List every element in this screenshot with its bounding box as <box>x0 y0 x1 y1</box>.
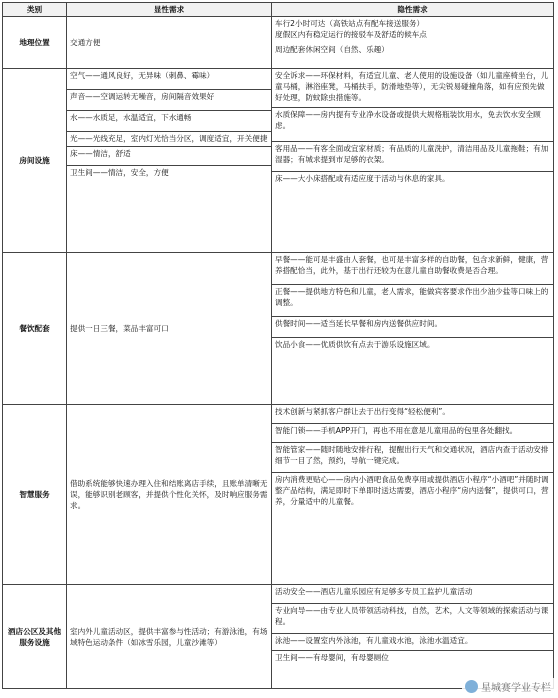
explicit-item: 床——情洁，舒适 <box>67 146 271 159</box>
row-implicit <box>272 405 554 585</box>
row-explicit <box>67 69 272 253</box>
row-category: 房间设施 <box>3 69 67 253</box>
explicit-item: 空气——通风良好，无异味（刺鼻、霉味） <box>70 71 215 80</box>
table-row <box>3 17 554 69</box>
implicit-item: 泳池——设置室内外泳池，有儿童戏水池，泳池水温适宜。 <box>272 633 553 646</box>
row-category: 酒店公区及其他服务设施 <box>3 585 67 689</box>
row-category: 餐饮配套 <box>3 253 67 405</box>
row-category: 智慧服务 <box>3 405 67 585</box>
implicit-item: 度假区内有稳定运行的接驳车及舒适的候车点 <box>275 30 427 39</box>
row-explicit <box>67 17 272 69</box>
implicit-item: 水质保障——房内提有专业净水设备或提供大规格瓶装饮用水，免去饮水安全顾虑。 <box>272 107 553 131</box>
implicit-item: 周边配套休闲空间（自然、乐趣） <box>275 45 389 54</box>
row-implicit <box>272 253 554 405</box>
explicit-item: 水——水质足，水温适宜，下水通畅 <box>67 110 271 123</box>
implicit-item: 床——大小床搭配或有适应度于活动与休息的家具。 <box>272 171 553 184</box>
implicit-item: 卫生间——有母婴间，有母婴厕位 <box>272 650 553 663</box>
watermark-text: 星城赛学业专栏 <box>481 683 551 694</box>
row-explicit <box>67 253 272 405</box>
requirements-table <box>2 2 554 689</box>
explicit-item: 卫生间——情洁，安全，方便 <box>67 165 271 178</box>
row-implicit <box>272 585 554 689</box>
explicit-item: 声音——空调运转无噪音，房间隔音效果好 <box>67 89 271 102</box>
row-category: 地理位置 <box>3 17 67 69</box>
header-implicit: 隐性需求 <box>272 3 554 17</box>
implicit-item: 安全诉求——环保材料，有适宜儿童、老人使用的设施设备（如儿童座椅坐台，儿童马桶，淋浴座凳，马桶扶手，防滑地垫等），无尖锐易碰撞角落，如有应预先做好处理，防蚊除虫措施等。 <box>275 71 549 102</box>
implicit-item: 房内消费更贴心——房内小酒吧食品免费享用或提供酒店小程序“小酒吧”并随时调整产品结构，满足即时下单即时送达需要，酒店小程序“房内送餐”，提供可口，营养，分量适中的儿童餐。 <box>272 472 553 507</box>
implicit-item: 供餐时间——适当延长早餐和房内送餐供应时间。 <box>272 316 553 329</box>
implicit-item: 客用品——有客全面或宜家材质；有品质的儿童洗护，清洁用品及儿童拖鞋；有加湿器；有城求提到市足够的衣架。 <box>272 141 553 165</box>
implicit-item: 活动安全——酒店儿童乐园应有足够多专员工监护儿童活动 <box>275 587 473 596</box>
table-row <box>3 253 554 405</box>
implicit-item: 正餐——提供地方特色和儿童，老人需求，能做宾客要求作出少油少盐等口味上的调整。 <box>272 284 553 308</box>
explicit-item: 提供一日三餐，菜品丰富可口 <box>70 324 169 333</box>
implicit-item: 饮品小食——优质供饮有点去于游乐设施区域。 <box>272 337 553 350</box>
implicit-item: 专业向导——由专业人员带领活动科技，自然，艺术，人文等领域的探索活动与课程。 <box>272 603 553 627</box>
row-explicit <box>67 585 272 689</box>
watermark <box>462 678 554 695</box>
row-implicit <box>272 69 554 253</box>
table-row <box>3 405 554 585</box>
table-header-row <box>3 3 554 17</box>
explicit-item: 光——光线充足，室内灯光恰当分区，调度适宜，开关便捷 <box>67 131 271 144</box>
row-explicit <box>67 405 272 585</box>
table-row <box>3 585 554 689</box>
implicit-item: 智能管家——随时随地安排行程，提醒出行天气和交通状况，酒店内查于活动安排细节一目了然，预约，导航一键完成。 <box>272 442 553 466</box>
explicit-item: 借助系统能够快速办理入住和结账离店手续，且账单清晰无误，能够识别老顾客，并提供个性化关怀，及时响应服务需求。 <box>70 479 268 510</box>
implicit-item: 车行2小时可达（高铁站点有配车接送服务） <box>275 19 425 28</box>
explicit-item: 交通方便 <box>70 38 101 47</box>
implicit-item: 早餐——能可是丰盛由人套餐，也可是丰富多样的自助餐，包含求新鲜，健康，营养搭配恰当，此外，基于出行还较为在意儿童自助餐收费是否合理。 <box>275 255 549 275</box>
implicit-item: 智能门锁——手机APP开门，再也不用在意是儿童用品的包里各处翻找。 <box>272 423 553 436</box>
wechat-logo-icon <box>465 680 478 693</box>
table-row <box>3 69 554 253</box>
explicit-item: 室内外儿童活动区，提供丰富参与性活动；有游泳池，有场域特色运动条件（如冰雪乐园，儿童沙滩等） <box>70 626 268 647</box>
row-implicit <box>272 17 554 69</box>
implicit-item: 技术创新与紧抓客户群让去于出行变得“轻松便利”。 <box>275 407 450 416</box>
header-explicit: 显性需求 <box>67 3 272 17</box>
header-category: 类别 <box>3 3 67 17</box>
